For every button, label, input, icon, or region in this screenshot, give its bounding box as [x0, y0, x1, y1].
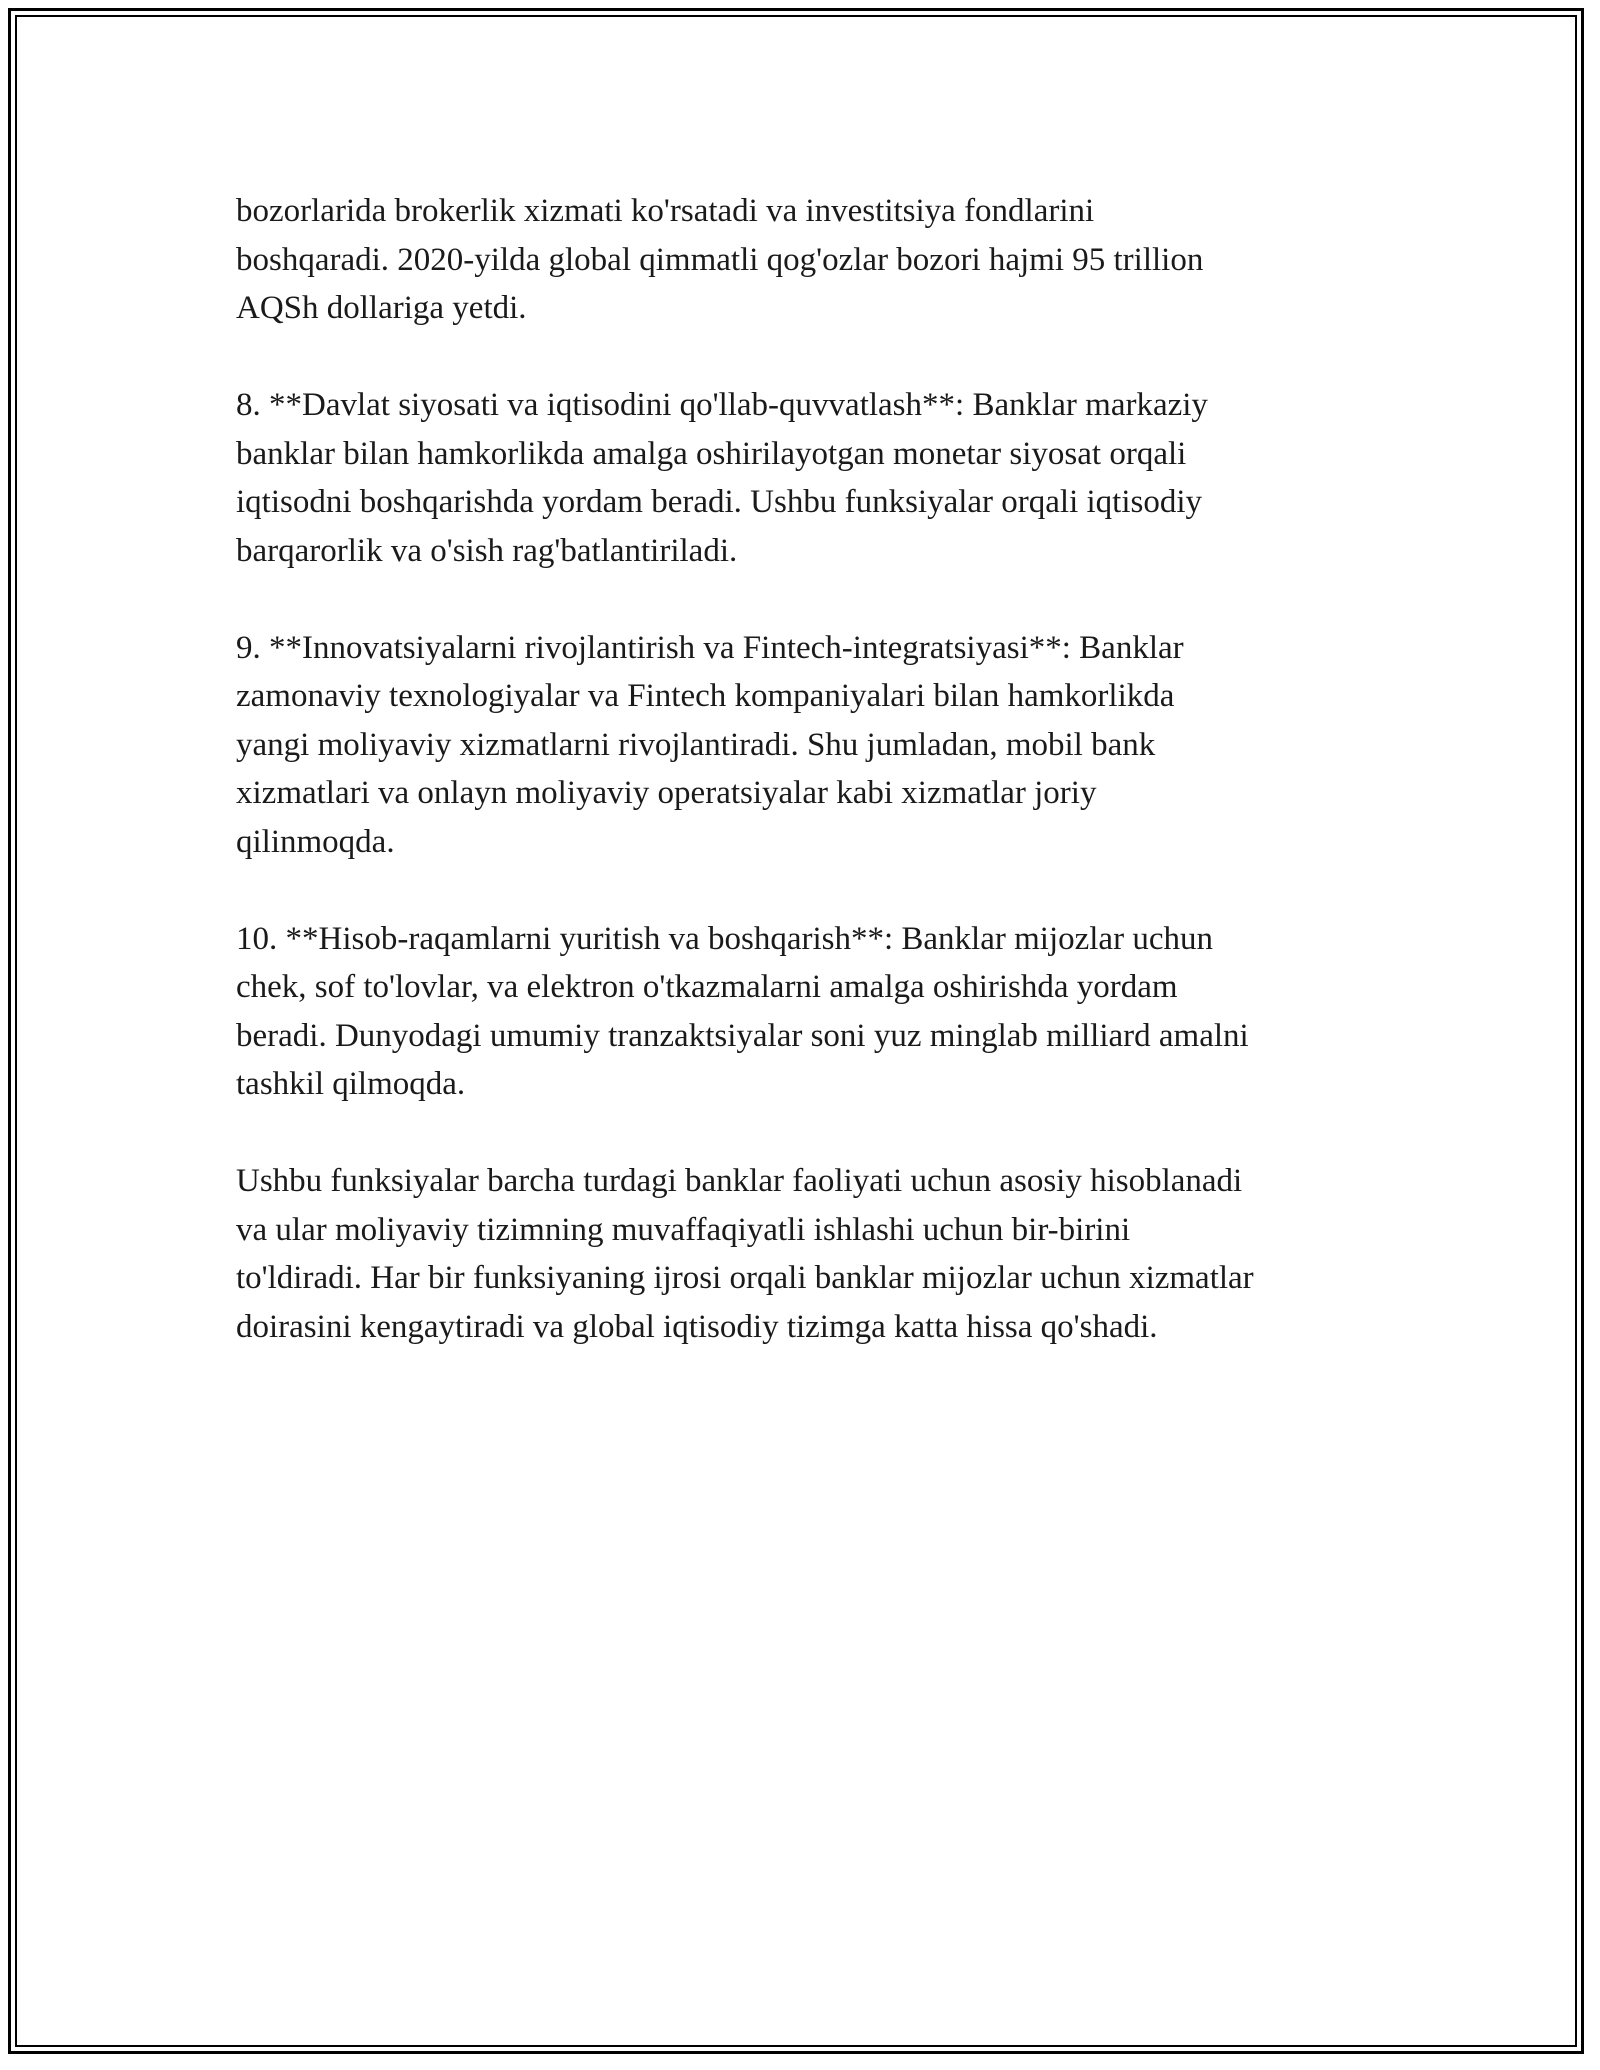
paragraph-securities-markets: bozorlarida brokerlik xizmati ko'rsatadi va investitsiya fondlarini boshqaradi. 2020-yilda global qimmatli qog'ozlar bozori hajmi 95 trillion AQSh dollariga yetdi.: [236, 193, 1204, 326]
paragraph-item-10: 10. **Hisob-raqamlarni yuritish va boshqarish**: Banklar mijozlar uchun chek, sof to'lovlar, va elektron o'tkazmalarni amalga oshirishda yordam beradi. Dunyodagi umumiy tranzaktsiyalar soni yuz minglab milliard amalni tashkil qilmoqda.: [236, 920, 1249, 1102]
paragraph-conclusion: Ushbu funksiyalar barcha turdagi banklar faoliyati uchun asosiy hisoblanadi va ular moliyaviy tizimning muvaffaqiyatli ishlashi uchun bir-birini to'ldiradi. Har bir funksiyaning ijrosi orqali banklar mijozlar uchun xizmatlar doirasini kengaytiradi va global iqtisodiy tizimga katta hissa qo'shadi.: [236, 1163, 1254, 1345]
paragraph-item-9: 9. **Innovatsiyalarni rivojlantirish va Fintech-integratsiyasi**: Banklar zamonaviy texnologiyalar va Fintech kompaniyalari bilan hamkorlikda yangi moliyaviy xizmatlarni rivojlantiradi. Shu jumladan, mobil bank xizmatlari va onlayn moliyaviy operatsiyalar kabi xizmatlar joriy qilinmoqda.: [236, 629, 1184, 860]
document-body: [236, 187, 1416, 1400]
paragraph-item-8: 8. **Davlat siyosati va iqtisodini qo'llab-quvvatlash**: Banklar markaziy banklar bilan hamkorlikda amalga oshirilayotgan monetar siyosat orqali iqtisodni boshqarishda yordam beradi. Ushbu funksiyalar orqali iqtisodiy barqarorlik va o'sish rag'batlantiriladi.: [236, 387, 1208, 569]
